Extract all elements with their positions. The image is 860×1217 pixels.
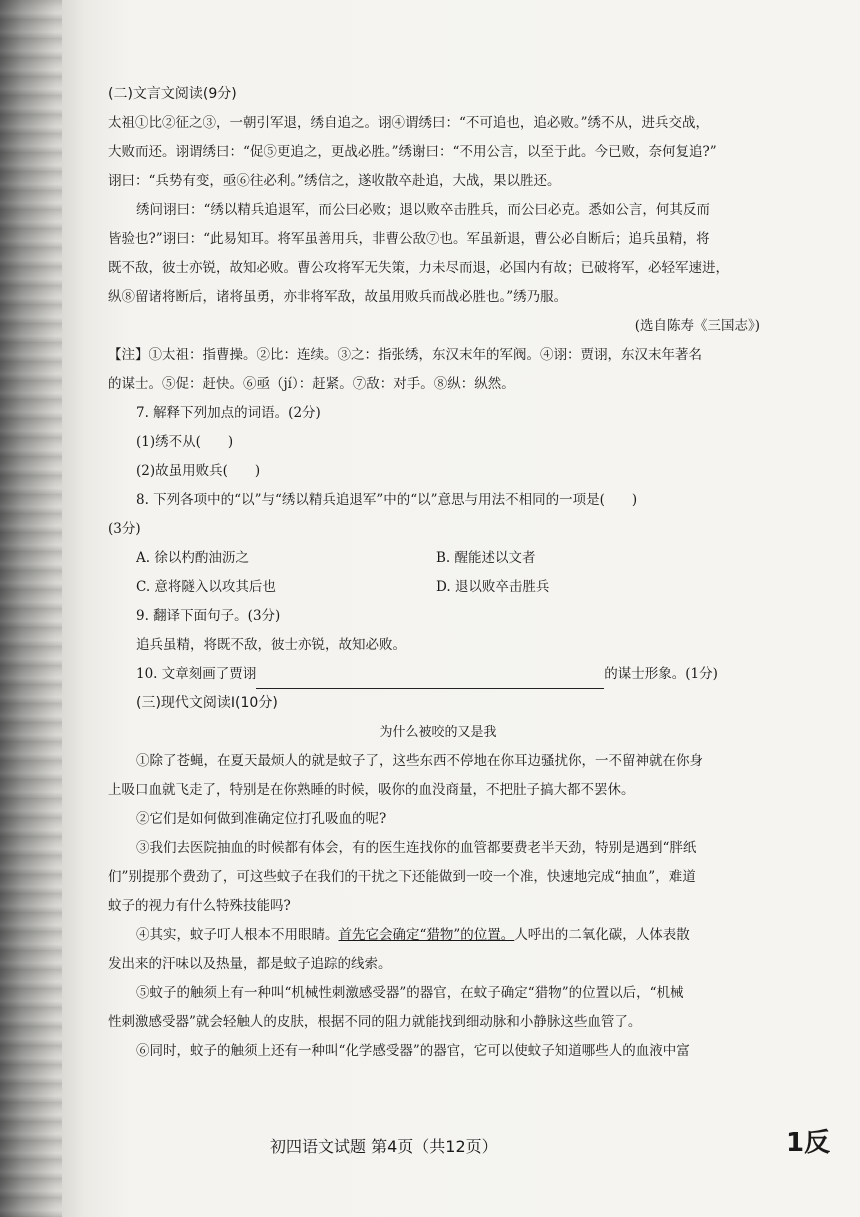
answer-blank — [256, 670, 604, 689]
exam-content — [108, 80, 768, 1066]
text-line: 性刺激感受器”就会轻触人的皮肤，根据不同的阻力就能找到细动脉和小静脉这些血管了。 — [108, 1014, 642, 1030]
text-line: 诩曰：“兵势有变，亟⑥往必利。”绣信之，遂收散卒赴追，大战，果以胜还。 — [108, 173, 561, 189]
question-10-prefix: 10. 文章刻画了贾诩 — [136, 666, 257, 682]
question-9: 9. 翻译下面句子。(3分) — [136, 608, 281, 624]
p4-rest: 人呼出的二氧化碳，人体表散 — [514, 927, 690, 943]
question-7: 7. 解释下列加点的词语。(2分) — [136, 405, 321, 421]
article-title: 为什么被咬的又是我 — [379, 725, 497, 740]
question-7-item: (2)故虽用败兵( ) — [136, 463, 261, 479]
text-line: 们”别提那个费劲了，可这些蚊子在我们的干扰之下还能做到一咬一个准，快速地完成“抽血”，难道 — [108, 869, 696, 885]
text-line: 绣问诩曰：“绣以精兵追退军，而公曰必败；退以败卒击胜兵，而公曰必克。悉如公言，何其反而 — [136, 202, 710, 218]
option-d: D. 退以败卒击胜兵 — [436, 579, 550, 595]
p4-lead: ④其实，蚊子叮人根本不用眼睛。 — [136, 927, 339, 943]
text-line: 大败而还。诩谓绣曰：“促⑤更追之，更战必胜。”绣谢曰：“不用公言，以至于此。今已败，奈何复追?” — [108, 144, 717, 160]
question-8: 8. 下列各项中的“以”与“绣以精兵追退军”中的“以”意思与用法不相同的一项是( ) — [136, 492, 638, 508]
source-citation: (选自陈寿《三国志》) — [634, 318, 760, 334]
option-a: A. 徐以杓酌油沥之 — [136, 550, 249, 566]
question-8-options-row — [108, 544, 768, 573]
section-title-modern: (三)现代文阅读Ⅰ(10分) — [136, 695, 278, 711]
text-line: 纵⑧留诸将断后，诸将虽勇，亦非将军敌，故虽用败兵而战必胜也。”绣乃服。 — [108, 289, 568, 305]
text-line: 太祖①比②征之③，一朝引军退，绣自追之。诩④谓绣曰：“不可追也，追必败。”绣不从，进兵交战， — [108, 115, 710, 131]
question-8-score: (3分) — [108, 521, 141, 537]
text-line: 发出来的汗味以及热量，都是蚊子追踪的线索。 — [108, 956, 392, 972]
question-10 — [108, 660, 768, 689]
text-line — [108, 921, 768, 950]
notes-line: 的谋士。⑤促：赶快。⑥亟（jí）：赶紧。⑦敌：对手。⑧纵：纵然。 — [108, 376, 515, 392]
underlined-sentence: 首先它会确定“猎物”的位置。 — [338, 927, 515, 943]
text-line: 既不敌，彼士亦锐，故知必败。曹公攻将军无失策，力未尽而退，必国内有故；已破将军，必轻军速进， — [108, 260, 729, 276]
option-c: C. 意将隧入以攻其后也 — [136, 579, 276, 595]
text-line: ⑥同时，蚊子的触须上还有一种叫“化学感受器”的器官，它可以使蚊子知道哪些人的血液中富 — [136, 1043, 690, 1059]
text-line: 皆验也?”诩曰：“此易知耳。将军虽善用兵，非曹公敌⑦也。军虽新退，曹公必自断后；追兵虽精，将 — [108, 231, 710, 247]
notes-line: 【注】①太祖：指曹操。②比：连续。③之：指张绣，东汉末年的军阀。④诩：贾诩，东汉末年著名 — [108, 347, 702, 363]
binding-shadow — [0, 0, 62, 1217]
section-title-classical: (二)文言文阅读(9分) — [108, 86, 237, 102]
text-line: 蚊子的视力有什么特殊技能吗? — [108, 898, 291, 914]
text-line: ⑤蚊子的触须上有一种叫“机械性刺激感受器”的器官，在蚊子确定“猎物”的位置以后，“机械 — [136, 985, 684, 1001]
question-10-suffix: 的谋士形象。(1分) — [604, 666, 718, 682]
page-footer: 初四语文试题 第4页（共12页） — [270, 1137, 498, 1156]
text-line: 上吸口血就飞走了，特别是在你熟睡的时候，吸你的血没商量，不把肚子搞大都不罢休。 — [108, 782, 635, 798]
question-9-sentence: 追兵虽精，将既不敌，彼士亦锐，故知必败。 — [136, 637, 406, 653]
question-8-options-row — [108, 573, 768, 602]
question-7-item: (1)绣不从( ) — [136, 434, 234, 450]
text-line: ③我们去医院抽血的时候都有体会，有的医生连找你的血管都要费老半天劲，特别是遇到“胖纸 — [136, 840, 697, 856]
text-line: ①除了苍蝇，在夏天最烦人的就是蚊子了，这些东西不停地在你耳边骚扰你，一不留神就在你身 — [136, 753, 703, 769]
text-line: ②它们是如何做到准确定位打孔吸血的呢? — [136, 811, 387, 827]
corner-mark: 1反 — [786, 1128, 831, 1158]
option-b: B. 醒能述以文者 — [436, 550, 536, 566]
